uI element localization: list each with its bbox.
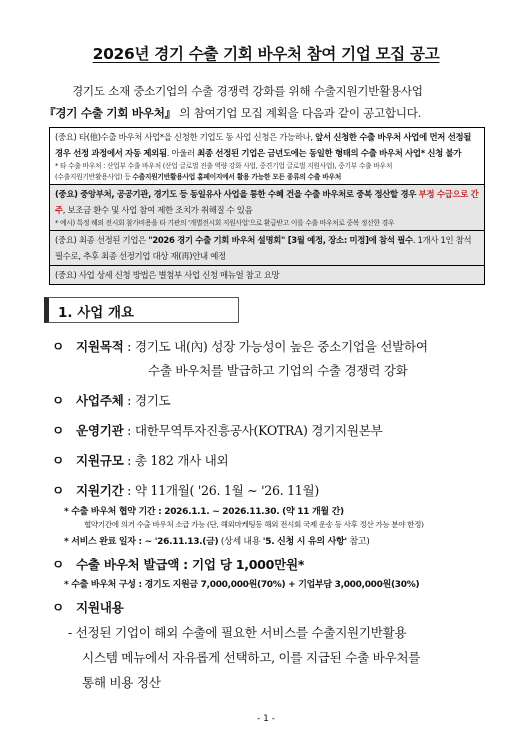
purpose-line-2: 수출 바우처를 발급하고 기업의 수출 경쟁력 강화 [148,363,408,378]
page-number: - 1 - [257,714,275,724]
content-line-3: 통해 비용 정산 [82,675,161,690]
item-bullet: ㅇ [52,393,64,408]
note-3-text-a: (중요) 최종 선정된 기업은 [55,235,149,245]
purpose-line-1: 경기도 내(內) 성장 가능성이 높은 중소기업을 선발하여 [134,339,428,354]
note-4: (중요) 사업 상세 신청 방법은 별첨부 사업 신청 매뉴얼 참고 요망 [50,266,484,284]
voucher-composition: * 수출 바우처 구성 : 경기도 지원금 7,000,000원(70%) + 기업부담 3,000,000원(30%) [64,580,420,590]
item-content [52,596,492,620]
note-1-footnote [55,161,480,183]
note-3-text-d: . 1개사 1인 참석 필수로, 추후 최종 선정기업 대상 재(再)안내 예정 [55,235,472,261]
item-operator: ㅇ 운영기관 : 대한무역투자진흥공사(KOTRA) 경기지원본부 [52,419,492,443]
host-value: 경기도 [134,393,171,408]
content-description [52,620,492,695]
operator-label: 운영기관 [76,423,124,438]
note-1-text-b: 앞서 신청한 수출 바우처 사업에 먼저 선정될 경우 선정 과정에서 자동 제외됨 [55,132,472,158]
item-bullet: ㅇ [52,600,64,615]
item-amount [52,553,492,577]
item-scale: ㅇ 지원규모 : 총 182 개사 내외 [52,449,492,473]
service-completion [52,535,492,549]
note-2-footnote: * 예시) 특정 해외 전시회 참가비용을 타 기관의 '개별전시회 지원사업'으로 환급받고 이를 수출 바우처로 중복 정산한 경우 [55,219,395,227]
purpose-label: 지원목적 [76,339,124,354]
item-bullet: ㅇ [52,339,64,354]
note-1-footnote-a: * 타 수출 바우처 : 산업부 수출 바우처 (산업 글로벌 진출 역량 강화 사업, 중견기업 글로벌 지원사업), 중기부 수출 바우처 [55,162,393,170]
agreement-period: * 수출 바우처 협약 기간 : 2026.1.1. ~ 2026.11.30. (약 11 개월 간) [64,507,344,517]
item-bullet: ㅇ [52,557,64,572]
item-purpose: ㅇ 지원목적 : 경기도 내(內) 성장 가능성이 높은 중소기업을 선발하여 수출 바우처를 발급하고 기업의 수출 경쟁력 강화 [52,335,492,383]
note-3-text-c: [3월 예정, 장소: 미정]에 참석 필수 [285,235,413,245]
intro-line-2 [44,102,488,124]
note-1-footnote-b: (수출지원기반활용사업) 등 [55,173,133,181]
intro-program-name: 『경기 수출 기회 바우처』 [44,106,176,120]
service-completion-note-a: (상세 내용 [218,537,263,547]
note-3-text-b: "2026 경기 수출 기회 바우처 설명회" [148,235,286,245]
content-label: 지원내용 [76,600,124,615]
period-value: 약 11개월( '26. 1월 ~ '26. 11월) [134,483,319,498]
agreement-period-note: 협약기간에 의거 수출 바우처 소급 가능 (단, 해외마케팅등 해외 전시회 국제 운송 등 사후 정산 가능 분야 한정) [84,520,424,529]
content-line-1: - 선정된 기업이 해외 수출에 필요한 서비스를 수출지원기반활용 [68,625,407,640]
note-1-footnote-c: 수출지원기반활용사업 홈페이지에서 활용 가능한 모든 종류의 수출 바우처 [132,173,342,181]
item-period: ㅇ 지원기간 : 약 11개월( '26. 1월 ~ '26. 11월) [52,479,492,503]
note-2-text-b: 부정 수급으로 간주 [55,189,479,215]
note-2 [50,185,484,231]
service-completion-note-b: '5. 신청 시 유의 사항' [262,537,347,547]
item-bullet: ㅇ [52,423,64,438]
item-bullet: ㅇ [52,453,64,468]
note-3 [50,231,484,266]
note-2-text-c: , 보조금 환수 및 사업 참여 제한 조치가 취해질 수 있음 [62,205,253,215]
amount-value: 수출 바우처 발급액 : 기업 당 1,000만원* [76,557,305,572]
overview-items [52,335,492,695]
period-label: 지원기간 [76,483,124,498]
scale-value: 총 182 개사 내외 [134,453,229,468]
scale-label: 지원규모 [76,453,124,468]
important-notes-box [49,127,485,285]
content-line-2: 시스템 메뉴에서 자유롭게 선택하고, 이를 지급된 수출 바우처를 [82,650,421,665]
intro-paragraph [44,80,488,124]
note-1 [50,128,484,185]
note-1-text-d: 최종 선정된 기업은 금년도에는 동일한 형태의 수출 바우처 사업* 신청 불가 [197,148,462,158]
intro-line-1: 경기도 소재 중소기업의 수출 경쟁력 강화를 위해 수출지원기반활용사업 [72,84,423,98]
service-completion-date: * 서비스 완료 일자 : ~ '26.11.13.(금) [64,537,219,547]
intro-line-2-rest: 의 참여기업 모집 계획을 다음과 같이 공고합니다. [179,106,421,120]
note-2-text-a: (중요) 중앙부처, 공공기관, 경기도 등 동일유사 사업을 통한 수혜 건을 수출 바우처로 중복 정산할 경우 [55,189,419,199]
host-label: 사업주체 [76,393,124,408]
note-1-text-a: (중요) 타(他)수출 바우처 사업*을 신청한 기업도 동 사업 신청은 가능하나, [55,132,316,142]
note-1-text-c: . 아울러 [166,148,198,158]
section-heading: 1. 사업 개요 [44,297,239,323]
operator-value: 대한무역투자진흥공사(KOTRA) 경기지원본부 [134,423,383,438]
page-title: 2026년 경기 수출 기회 바우처 참여 기업 모집 공고 [92,45,440,63]
service-completion-note-c: 참고) [346,537,370,547]
item-host: ㅇ 사업주체 : 경기도 [52,389,492,413]
item-bullet: ㅇ [52,483,64,498]
